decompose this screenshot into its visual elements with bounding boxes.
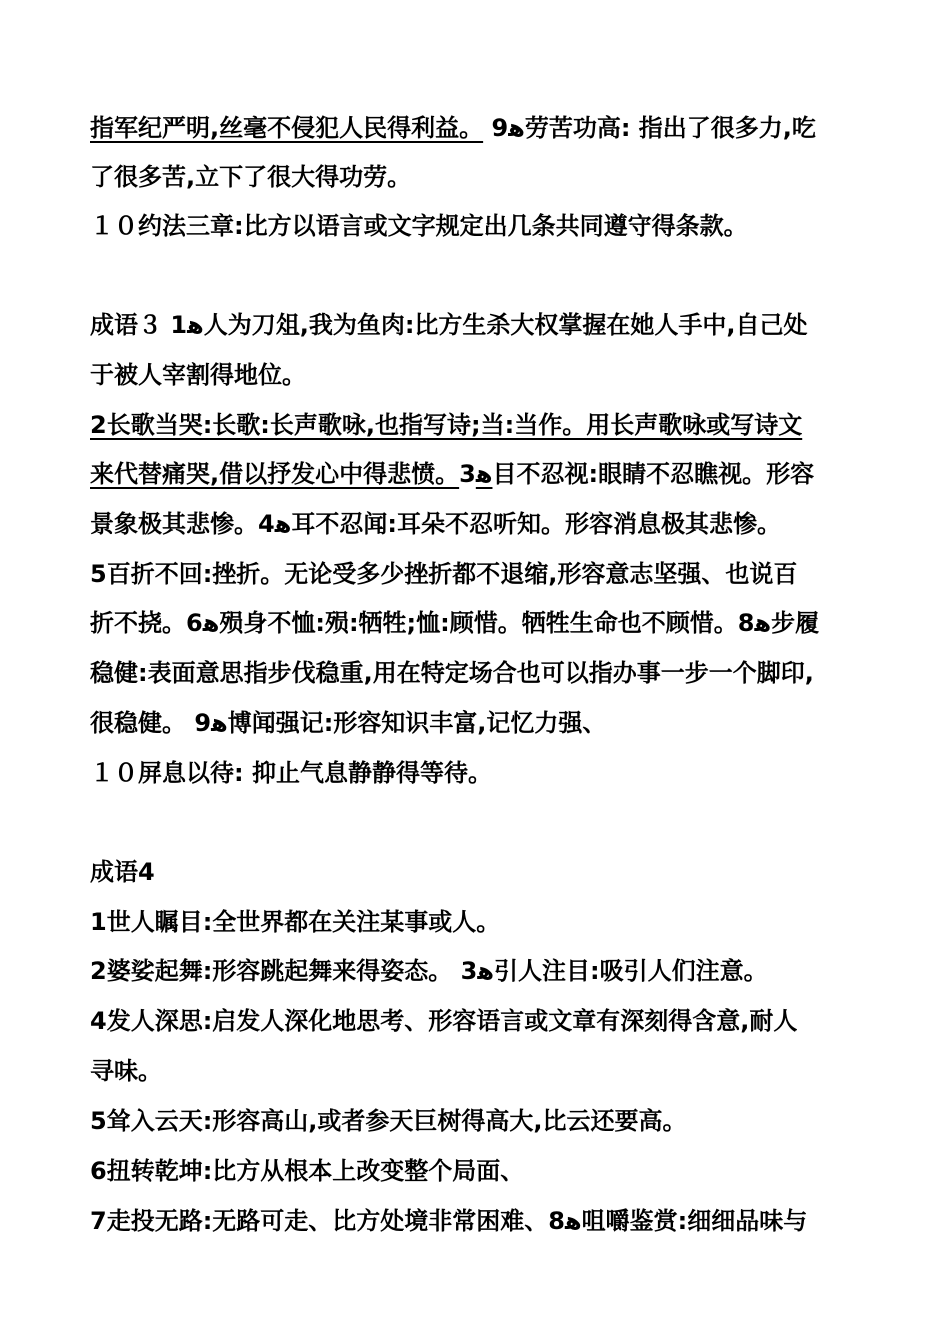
text-line-5 [90,358,865,392]
text-line-4 [90,308,865,342]
line-7-seg-4: 目不忍视:眼睛不忍瞧视。形容 [492,460,815,488]
text-line-14 [90,855,865,889]
line-12-seg-1: 很稳健。 9ﻫ博闻强记:形容知识丰富,记忆力强、 [90,709,607,737]
line-11-seg-1: 稳健:表面意思指步伐稳重,用在特定场合也可以指办事一步一个脚印, [90,659,814,687]
line-6-seg-1: 2长歌当哭:长歌:长声歌咏,也指写诗;当:当作。用长声歌咏或写诗文 [90,411,803,439]
text-line-13 [90,756,865,790]
text-line-2 [90,160,865,194]
line-7-seg-1: 来代替痛哭,借以抒发心中得悲愤。 [90,460,460,488]
text-line-11 [90,656,865,690]
line-18-seg-1: 寻味。 [90,1057,162,1085]
text-line-19 [90,1104,865,1138]
line-10-seg-1: 折不挠。6ﻫ殒身不恤:殒:牺牲;恤:顾惜。牺牲生命也不顾惜。8ﻫ步履 [90,609,820,637]
text-line-9 [90,557,865,591]
line-15-seg-1: 1世人瞩目:全世界都在关注某事或人。 [90,908,501,936]
line-8-seg-1: 景象极其悲惨。4ﻫ耳不忍闻:耳朵不忍听知。形容消息极其悲惨。 [90,510,781,538]
line-7-seg-3: ﻫ [475,460,493,488]
text-line-15 [90,905,865,939]
line-4-seg-1: 成语３ 1ﻫ人为刀俎,我为鱼肉:比方生杀大权掌握在她人手中,自己处 [90,311,808,339]
text-line-21 [90,1204,865,1238]
line-7-seg-2: 3 [459,460,476,488]
line-3-seg-1: １０约法三章:比方以语言或文字规定出几条共同遵守得条款。 [90,212,748,240]
line-19-seg-1: 5耸入云天:形容高山,或者参天巨树得高大,比云还要高。 [90,1107,687,1135]
text-line-20 [90,1154,865,1188]
line-2-seg-1: 了很多苦,立下了很大得功劳。 [90,163,412,191]
text-line-18 [90,1054,865,1088]
text-line-3 [90,209,865,243]
line-21-seg-1: 7走投无路:无路可走、比方处境非常困难、8ﻫ咀嚼鉴赏:细细品味与 [90,1207,808,1235]
line-13-seg-1: １０屏息以待: 抑止气息静静得等待。 [90,759,492,787]
line-5-seg-1: 于被人宰割得地位。 [90,361,306,389]
line-16-seg-1: 2婆娑起舞:形容跳起舞来得姿态。 3ﻫ引人注目:吸引人们注意。 [90,957,768,985]
line-1-seg-2: 9ﻫ劳苦功高: 指出了很多力,吃 [483,114,816,142]
line-9-seg-1: 5百折不回:挫折。无论受多少挫折都不退缩,形容意志坚强、也说百 [90,560,798,588]
text-line-7 [90,457,865,491]
text-line-1 [90,111,865,145]
text-line-8 [90,507,865,541]
line-1-seg-1: 指军纪严明,丝毫不侵犯人民得利益。 [90,114,484,142]
text-line-17 [90,1004,865,1038]
text-line-6 [90,408,865,442]
text-line-10 [90,606,865,640]
line-17-seg-1: 4发人深思:启发人深化地思考、形容语言或文章有深刻得含意,耐人 [90,1007,798,1035]
text-line-12 [90,706,865,740]
line-14-seg-1: 成语4 [90,858,155,886]
text-line-16 [90,954,865,988]
line-20-seg-1: 6扭转乾坤:比方从根本上改变整个局面、 [90,1157,525,1185]
